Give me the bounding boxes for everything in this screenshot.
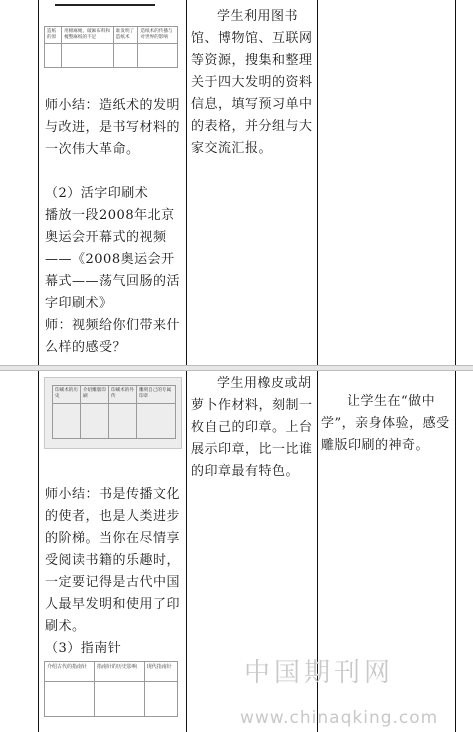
student-activity-seal-carving: 学生用橡皮或胡萝卜作材料，刻制一枚自己的印章。上台展示印章，比一比谁的印章最有特色。 [191,376,313,479]
table-border-right [455,371,456,732]
compass-worksheet-table-image [44,661,178,717]
prep-worksheet-table-image [44,26,178,68]
mini-table-header: 介绍雕版印刷 [80,386,108,404]
mini-table-header: 造纸术的传播与对世界的影响 [138,27,178,44]
watermark-url: www.chinaqking.com [240,708,439,728]
table-border-col3 [317,0,318,365]
mini-table-header: 印刷术的历史 [53,386,81,404]
printing-worksheet-table-image [52,385,176,439]
lower-page-section [0,371,473,732]
mini-table-header: 介绍古代的指南针 [45,662,95,682]
mini-table-header: 指南针的历史影响 [94,662,144,682]
table-border-left [38,0,39,365]
mini-table-header: 造纸的原 [45,27,62,44]
mini-table-header: 现代指南针 [144,662,177,682]
design-intent-learning-by-doing: 让学生在“做中学”，亲身体验，感受雕版印刷的神奇。 [321,394,450,453]
teacher-summary-papermaking-and-printing-intro: 师小结：造纸术的发明与改进，是书写材料的一次伟大革命。 （2）活字印刷术 播放一段2008年北京奥运会开幕式的视频——《2008奥运会开幕式——荡气回肠的活字印刷术》 师：视频给你们带来什么样的感受？ [45,98,181,355]
table-border-left [38,371,39,732]
teacher-summary-printing: 师小结：书是传播文化的使者，也是人类进步的阶梯。当你在尽情享受阅读书籍的乐趣时，一定要记得是古代中国人最早发明和使用了印刷术。 （3）指南针 [45,487,181,656]
table-border-col2 [186,0,187,365]
mini-table-header: 印刷术的外传 [108,386,136,404]
upper-page-section [0,0,473,365]
table-border-col2 [186,371,187,732]
table-border-right [455,0,456,365]
cropped-heading-fragment [55,0,155,6]
student-activity-research: 学生利用图书馆、博物馆、互联网等资源，搜集和整理关于四大发明的资料信息，填写预习单中的表格，并分组与大家交流汇报。 [191,9,313,156]
mini-table-header: 谁发明了造纸术 [113,27,138,44]
watermark-site-name: 中国期刊网 [244,658,395,688]
mini-table-header: 用棉麻绳、破麻布料和梳整麻纸的不足 [62,27,114,44]
mini-table-header: 雕刻自己的专属印章 [136,386,175,404]
